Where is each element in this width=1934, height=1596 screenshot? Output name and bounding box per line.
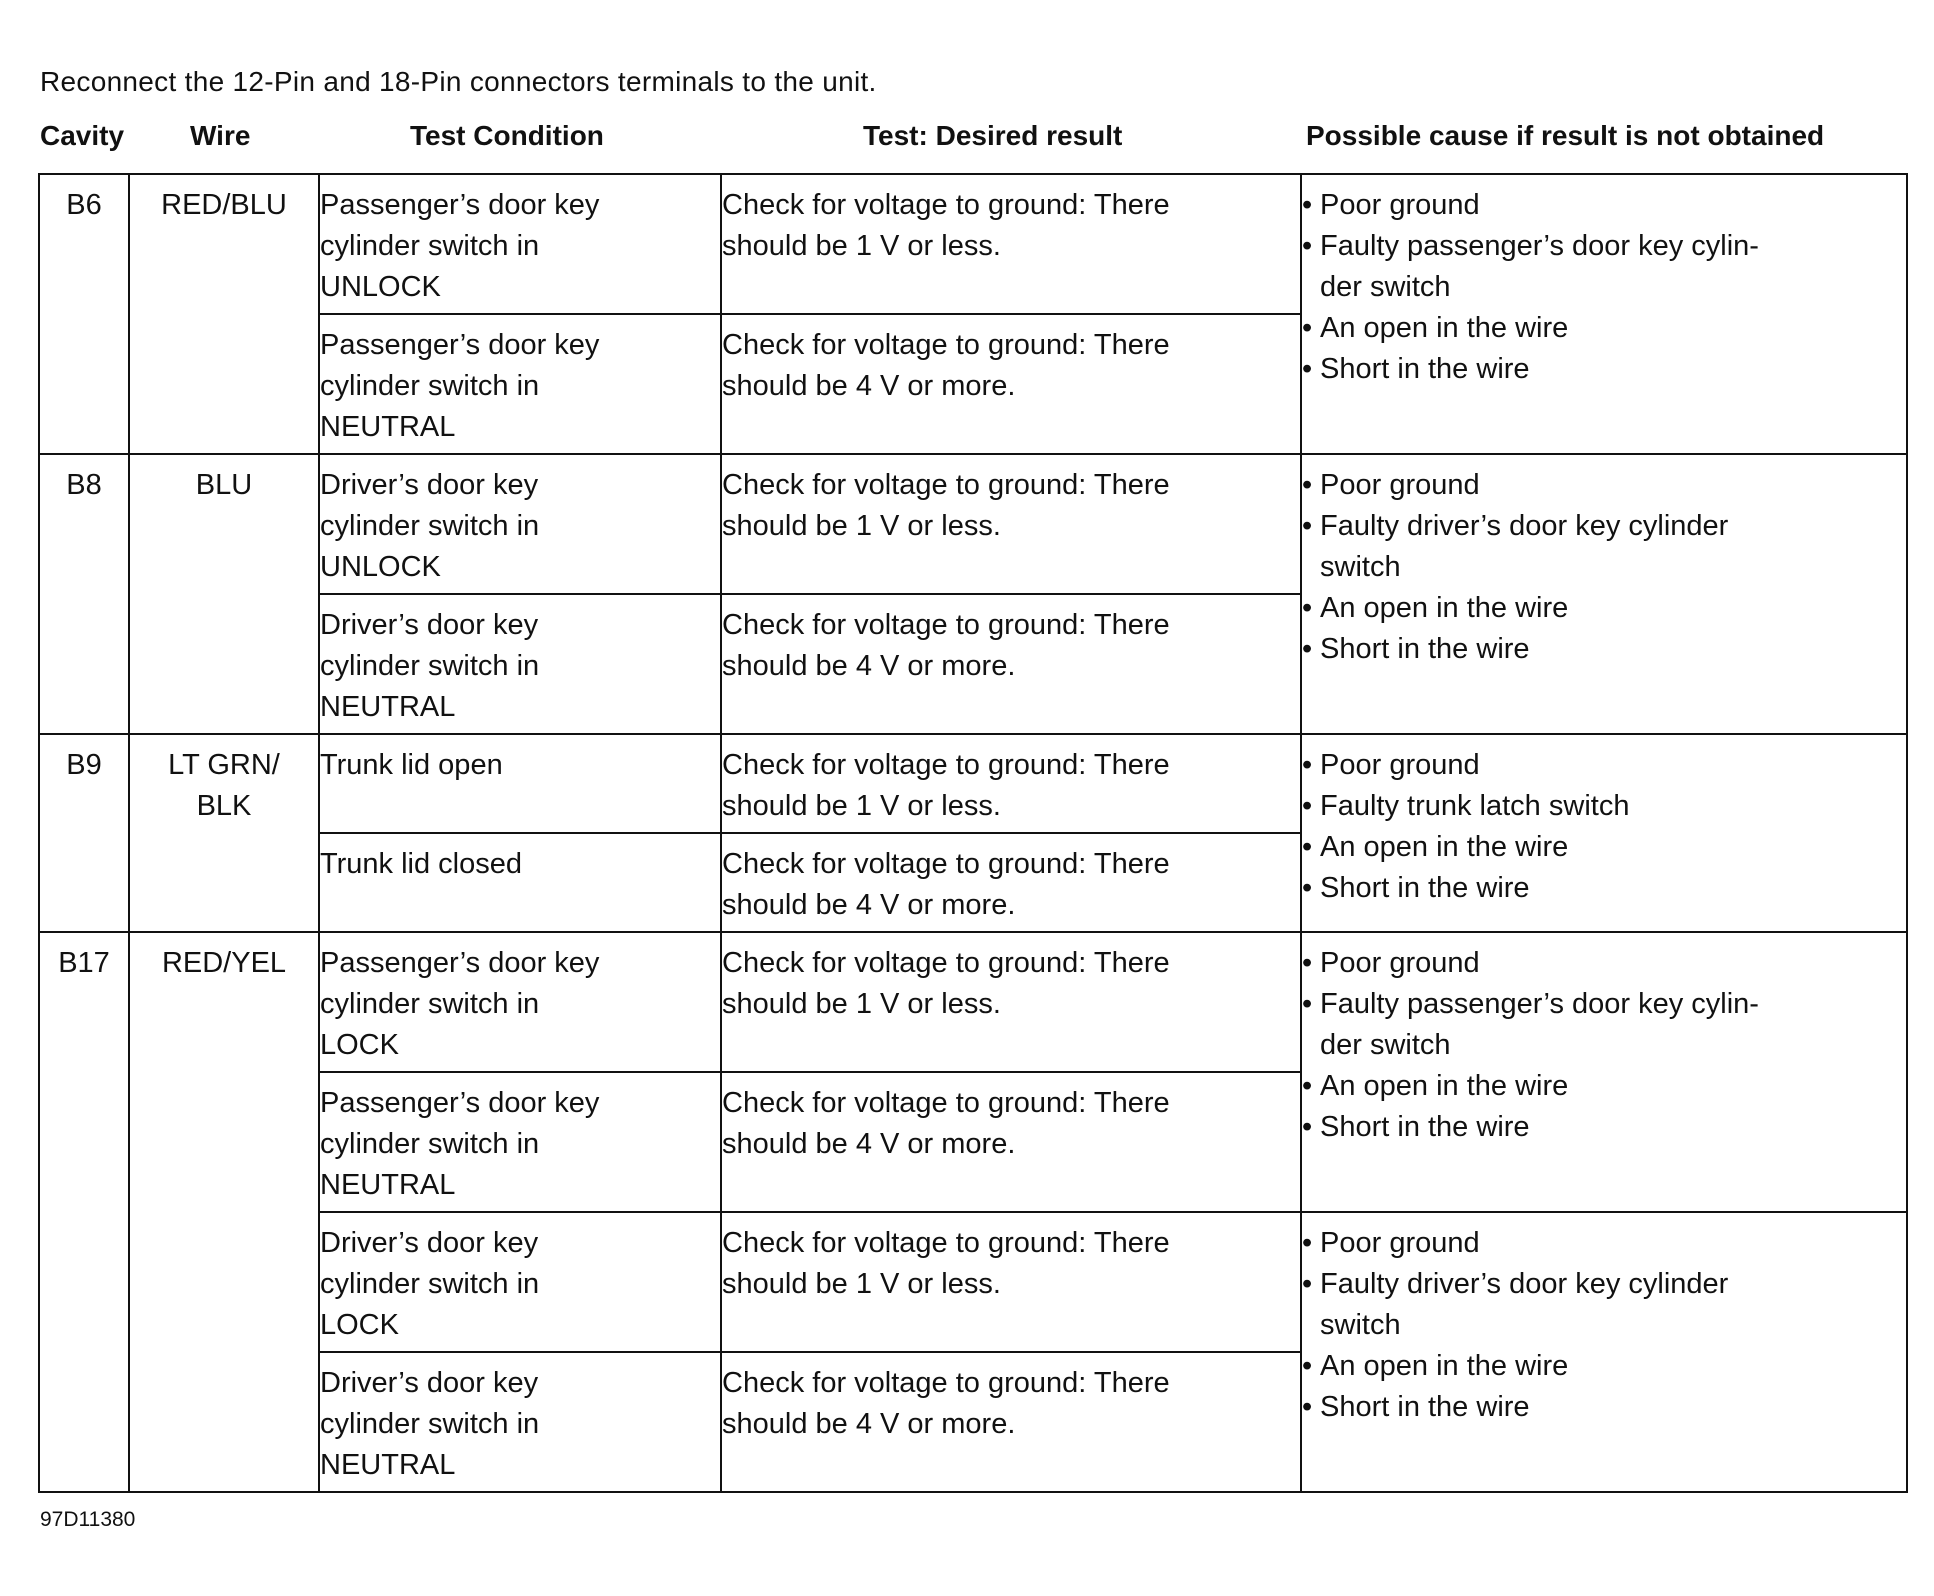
table-row [39, 932, 1907, 1072]
test-condition-cell: Driver’s door key cylinder switch in UNLOCK [319, 454, 721, 594]
wire-cell: RED/BLU [129, 174, 319, 454]
test-table [38, 173, 1908, 1493]
cavity-cell: B9 [39, 734, 129, 932]
desired-result-cell: Check for voltage to ground: There should be 4 V or more. [721, 314, 1301, 454]
wire-cell: LT GRN/ BLK [129, 734, 319, 932]
test-condition-cell: Passenger’s door key cylinder switch in LOCK [319, 932, 721, 1072]
table-row [39, 1212, 1907, 1352]
wire-cell: RED/YEL [129, 932, 319, 1492]
test-condition-cell: Trunk lid open [319, 734, 721, 833]
cause-item: • Poor ground [1302, 465, 1906, 506]
cause-item: • Poor ground [1302, 943, 1906, 984]
cause-item: • Faulty driver’s door key cylinder switch [1302, 506, 1906, 588]
cause-item: • Poor ground [1302, 185, 1906, 226]
cause-item: • Short in the wire [1302, 1387, 1906, 1428]
cause-item: • Faulty passenger’s door key cylin- der switch [1302, 226, 1906, 308]
cause-item: • Faulty driver’s door key cylinder switch [1302, 1264, 1906, 1346]
cause-list [1302, 465, 1906, 670]
cause-list [1302, 1223, 1906, 1428]
test-condition-cell: Trunk lid closed [319, 833, 721, 932]
cavity-cell: B17 [39, 932, 129, 1492]
cause-item: • Short in the wire [1302, 349, 1906, 390]
header-desired-result: Test: Desired result [863, 120, 1123, 151]
table-row [39, 174, 1907, 314]
possible-cause-cell [1301, 174, 1907, 454]
cause-item: • An open in the wire [1302, 588, 1906, 629]
possible-cause-cell [1301, 734, 1907, 932]
desired-result-cell: Check for voltage to ground: There should be 4 V or more. [721, 833, 1301, 932]
desired-result-cell: Check for voltage to ground: There should be 4 V or more. [721, 594, 1301, 734]
column-headers [0, 120, 1934, 160]
table-row [39, 734, 1907, 833]
cause-item: • Faulty passenger’s door key cylin- der switch [1302, 984, 1906, 1066]
test-condition-cell: Driver’s door key cylinder switch in NEUTRAL [319, 594, 721, 734]
header-cavity: Cavity [40, 120, 125, 151]
test-condition-cell: Passenger’s door key cylinder switch in UNLOCK [319, 174, 721, 314]
test-condition-cell: Passenger’s door key cylinder switch in NEUTRAL [319, 1072, 721, 1212]
desired-result-cell: Check for voltage to ground: There should be 1 V or less. [721, 734, 1301, 833]
test-condition-cell: Driver’s door key cylinder switch in LOCK [319, 1212, 721, 1352]
possible-cause-cell [1301, 1212, 1907, 1492]
test-condition-cell: Passenger’s door key cylinder switch in NEUTRAL [319, 314, 721, 454]
desired-result-cell: Check for voltage to ground: There should be 1 V or less. [721, 932, 1301, 1072]
table-row [39, 454, 1907, 594]
cavity-cell: B8 [39, 454, 129, 734]
cause-item: • An open in the wire [1302, 827, 1906, 868]
cause-item: • Faulty trunk latch switch [1302, 786, 1906, 827]
figure-id: 97D11380 [40, 1508, 136, 1531]
possible-cause-cell [1301, 932, 1907, 1212]
cause-item: • An open in the wire [1302, 308, 1906, 349]
header-test-condition: Test Condition [410, 120, 604, 151]
cause-list [1302, 185, 1906, 390]
desired-result-cell: Check for voltage to ground: There should be 4 V or more. [721, 1352, 1301, 1492]
header-wire: Wire [190, 120, 251, 151]
header-possible-cause: Possible cause if result is not obtained [1306, 120, 1825, 151]
wire-cell: BLU [129, 454, 319, 734]
cause-item: • Poor ground [1302, 1223, 1906, 1264]
desired-result-cell: Check for voltage to ground: There should be 1 V or less. [721, 1212, 1301, 1352]
cause-item: • Short in the wire [1302, 629, 1906, 670]
desired-result-cell: Check for voltage to ground: There should be 4 V or more. [721, 1072, 1301, 1212]
possible-cause-cell [1301, 454, 1907, 734]
test-condition-cell: Driver’s door key cylinder switch in NEUTRAL [319, 1352, 721, 1492]
cavity-cell: B6 [39, 174, 129, 454]
cause-list [1302, 943, 1906, 1148]
desired-result-cell: Check for voltage to ground: There should be 1 V or less. [721, 454, 1301, 594]
cause-item: • Short in the wire [1302, 868, 1906, 909]
cause-item: • An open in the wire [1302, 1346, 1906, 1387]
cause-item: • Short in the wire [1302, 1107, 1906, 1148]
cause-item: • Poor ground [1302, 745, 1906, 786]
desired-result-cell: Check for voltage to ground: There should be 1 V or less. [721, 174, 1301, 314]
intro-text: Reconnect the 12-Pin and 18-Pin connectors terminals to the unit. [40, 66, 877, 97]
cause-list [1302, 745, 1906, 909]
cause-item: • An open in the wire [1302, 1066, 1906, 1107]
